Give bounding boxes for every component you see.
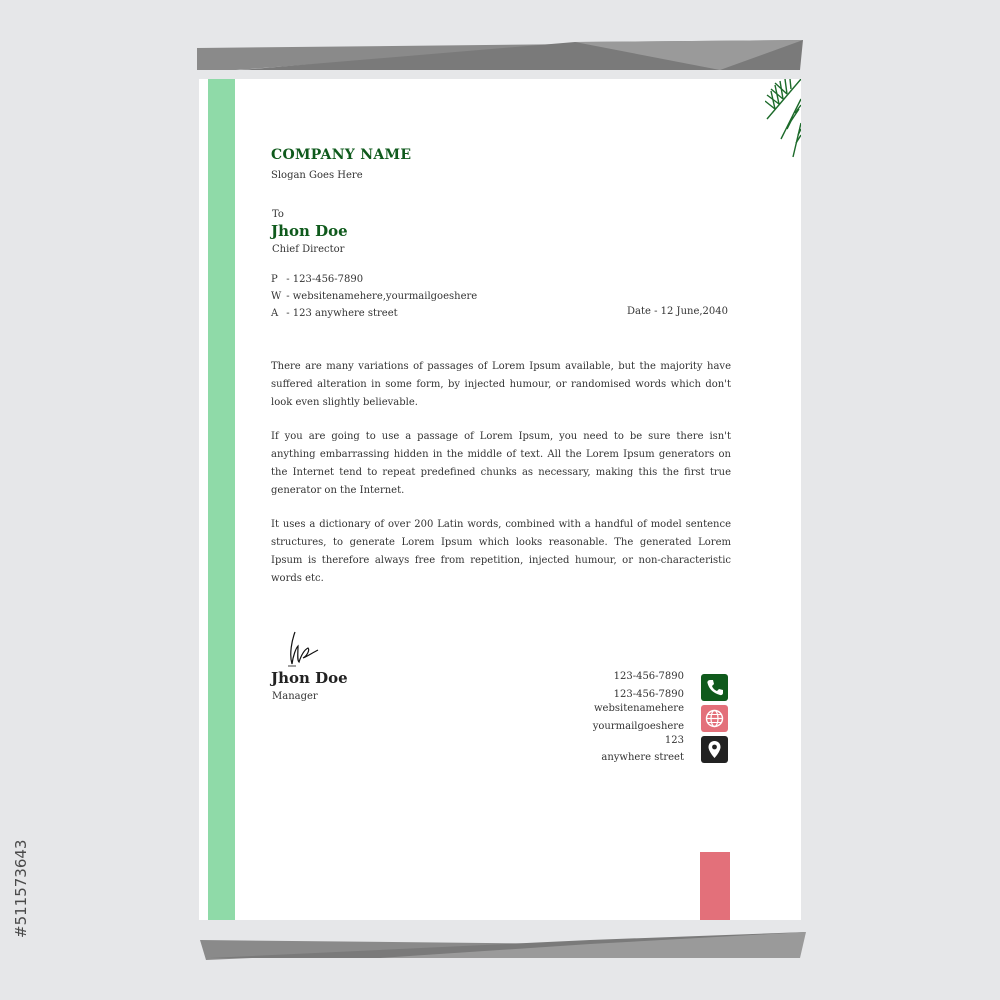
contact-key: A	[271, 308, 279, 319]
recipient-name: Jhon Doe	[271, 222, 348, 240]
handwritten-signature	[286, 626, 322, 670]
signatory-name: Jhon Doe	[271, 669, 348, 687]
body-paragraph: If you are going to use a passage of Lorem Ipsum, you need to be sure there isn't anything embarrassing hidden in the middle of text. All the Lorem Ipsum generators on the Internet tend to repeat predefined chunks as necessary, making this the first true generator on the Internet.	[271, 431, 731, 496]
body-paragraph: There are many variations of passages of Lorem Ipsum available, but the majority have suffered alteration in some form, by injected humour, or randomised words which don't look even slightly believable.	[271, 361, 731, 408]
green-accent-bar	[208, 79, 235, 920]
recipient-title: Chief Director	[272, 244, 345, 255]
footer-website: websitenamehere	[593, 703, 684, 714]
contact-value: - websitenamehere,yourmailgoeshere	[286, 291, 478, 302]
palm-leaf-decoration	[765, 79, 801, 159]
stock-id-text: #511573643	[12, 839, 30, 938]
footer-phone-2: 123-456-7890	[613, 689, 684, 700]
company-slogan: Slogan Goes Here	[271, 170, 363, 181]
globe-icon	[701, 705, 728, 732]
to-label: To	[272, 209, 284, 220]
contact-address-line	[271, 308, 398, 319]
stock-id-vertical	[8, 768, 34, 938]
contact-key: P	[271, 274, 278, 285]
contact-key: W	[271, 291, 282, 302]
footer-address-2: anywhere street	[601, 752, 684, 763]
signatory-role: Manager	[272, 691, 318, 702]
contact-web-line	[271, 291, 477, 302]
footer-email: yourmailgoeshere	[592, 721, 684, 732]
location-pin-icon	[701, 736, 728, 763]
contact-value: - 123-456-7890	[286, 274, 364, 285]
footer-address-1: 123	[664, 735, 684, 746]
company-name: COMPANY NAME	[271, 147, 412, 163]
pink-accent-bar	[700, 852, 730, 920]
contact-value: - 123 anywhere street	[286, 308, 398, 319]
footer-phone-1: 123-456-7890	[613, 671, 684, 682]
letter-date: Date - 12 June,2040	[627, 306, 728, 317]
contact-phone-line	[271, 274, 363, 285]
body-paragraph: It uses a dictionary of over 200 Latin words, combined with a handful of model sentence structures, to generate Lorem Ipsum which looks reasonable. The generated Lorem Ipsum is therefore always free from repetition, injected humour, or non-characteristic words etc.	[271, 519, 731, 584]
phone-icon	[701, 674, 728, 701]
letter-body	[271, 358, 731, 604]
